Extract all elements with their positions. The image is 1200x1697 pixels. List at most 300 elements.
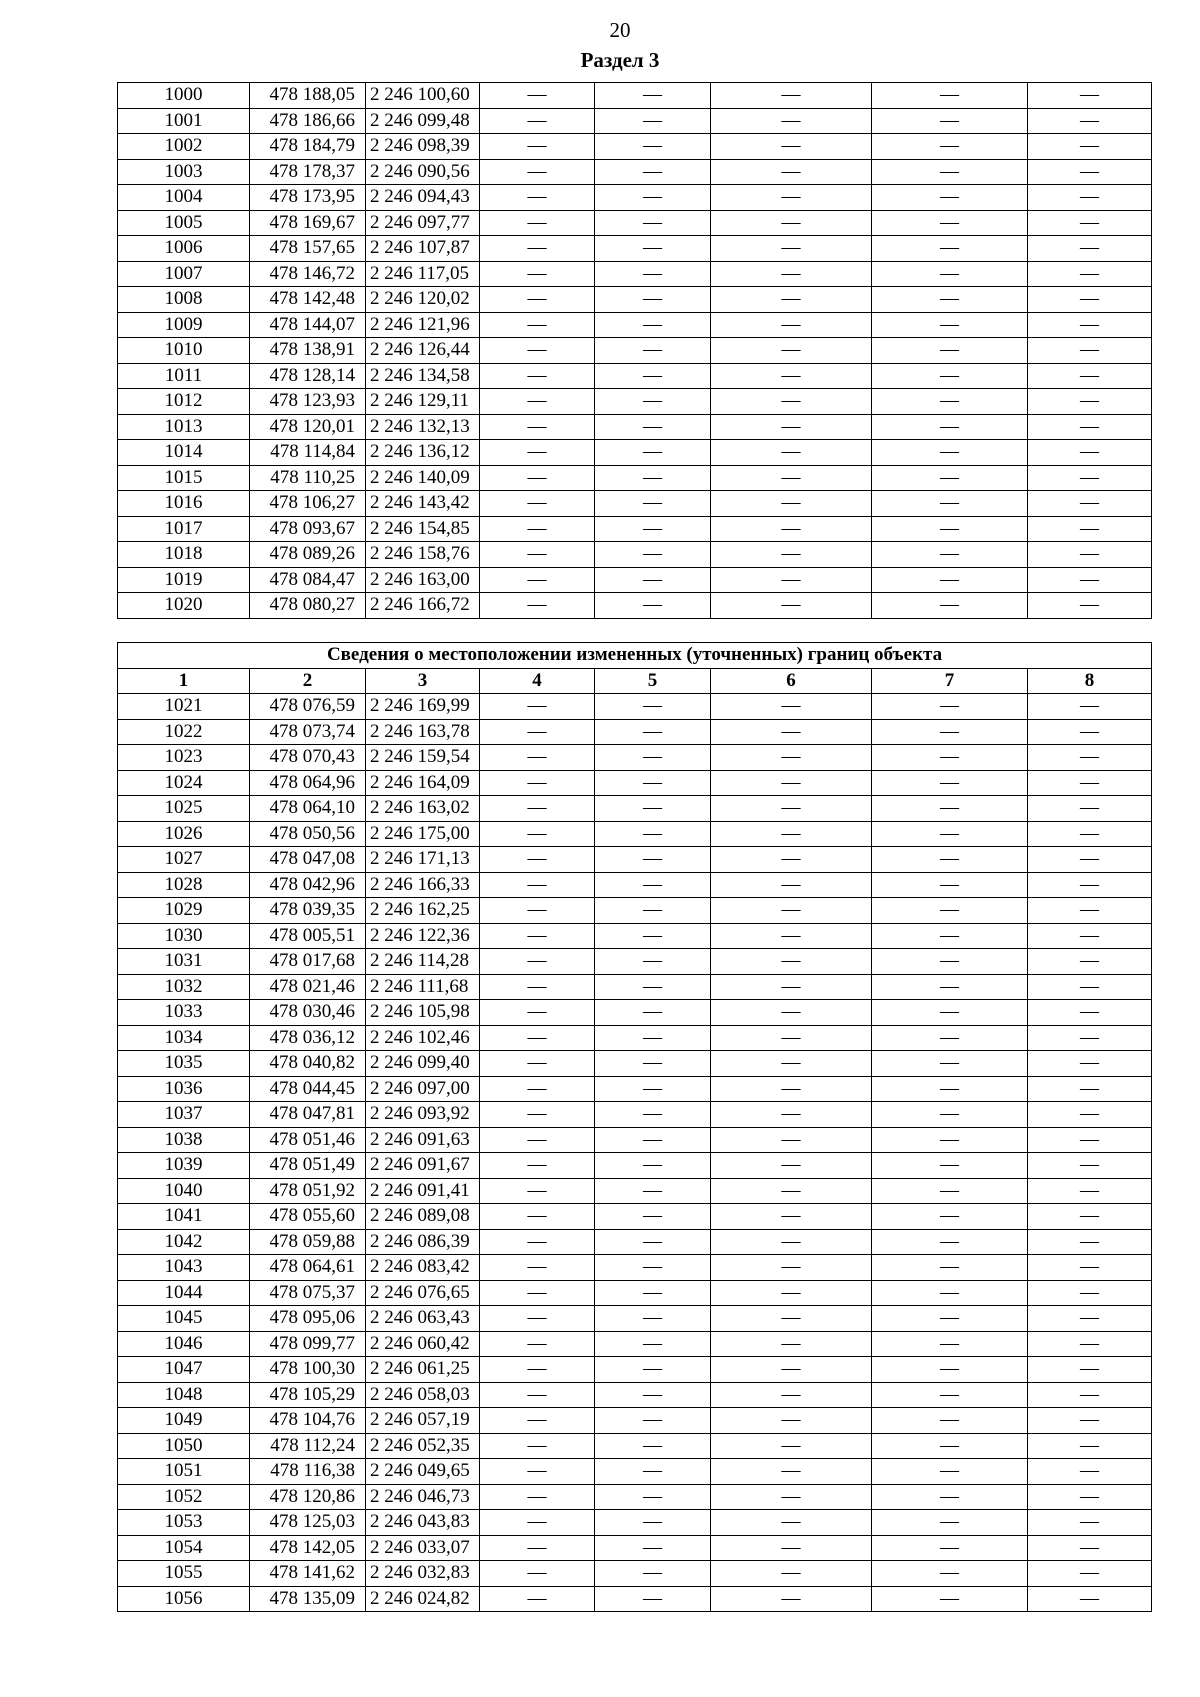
col6-cell: — — [711, 338, 872, 364]
table-row — [118, 134, 1152, 160]
col7-cell: — — [872, 159, 1028, 185]
column-header: 2 — [250, 668, 366, 694]
col4-cell: — — [480, 770, 595, 796]
col4-cell: — — [480, 1025, 595, 1051]
y-coordinate-cell: 2 246 083,42 — [366, 1255, 480, 1281]
col4-cell: — — [480, 465, 595, 491]
point-number-cell: 1031 — [118, 949, 250, 975]
col6-cell: — — [711, 108, 872, 134]
x-coordinate-cell: 478 123,93 — [250, 389, 366, 415]
col4-cell: — — [480, 516, 595, 542]
col7-cell: — — [872, 1459, 1028, 1485]
y-coordinate-cell: 2 246 063,43 — [366, 1306, 480, 1332]
table-row — [118, 1051, 1152, 1077]
x-coordinate-cell: 478 030,46 — [250, 1000, 366, 1026]
col6-cell: — — [711, 363, 872, 389]
col7-cell: — — [872, 593, 1028, 619]
point-number-cell: 1000 — [118, 83, 250, 109]
col7-cell: — — [872, 261, 1028, 287]
col8-cell: — — [1028, 1561, 1152, 1587]
col7-cell: — — [872, 83, 1028, 109]
col8-cell: — — [1028, 236, 1152, 262]
col6-cell: — — [711, 210, 872, 236]
point-number-cell: 1050 — [118, 1433, 250, 1459]
x-coordinate-cell: 478 125,03 — [250, 1510, 366, 1536]
col6-cell: — — [711, 134, 872, 160]
col5-cell: — — [595, 1051, 711, 1077]
col5-cell: — — [595, 1331, 711, 1357]
col4-cell: — — [480, 821, 595, 847]
table-row — [118, 1484, 1152, 1510]
col7-cell: — — [872, 821, 1028, 847]
col4-cell: — — [480, 1000, 595, 1026]
col8-cell: — — [1028, 542, 1152, 568]
col8-cell: — — [1028, 465, 1152, 491]
y-coordinate-cell: 2 246 057,19 — [366, 1408, 480, 1434]
y-coordinate-cell: 2 246 024,82 — [366, 1586, 480, 1612]
table-row — [118, 719, 1152, 745]
col6-cell: — — [711, 1331, 872, 1357]
col7-cell: — — [872, 1561, 1028, 1587]
col6-cell: — — [711, 1076, 872, 1102]
table-row — [118, 1076, 1152, 1102]
x-coordinate-cell: 478 138,91 — [250, 338, 366, 364]
table-row — [118, 847, 1152, 873]
col7-cell: — — [872, 236, 1028, 262]
col8-cell: — — [1028, 312, 1152, 338]
col4-cell: — — [480, 1357, 595, 1383]
x-coordinate-cell: 478 146,72 — [250, 261, 366, 287]
col4-cell: — — [480, 1204, 595, 1230]
col7-cell: — — [872, 1000, 1028, 1026]
y-coordinate-cell: 2 246 032,83 — [366, 1561, 480, 1587]
point-number-cell: 1009 — [118, 312, 250, 338]
col8-cell: — — [1028, 1178, 1152, 1204]
col4-cell: — — [480, 1280, 595, 1306]
col7-cell: — — [872, 1255, 1028, 1281]
point-number-cell: 1029 — [118, 898, 250, 924]
point-number-cell: 1056 — [118, 1586, 250, 1612]
col6-cell: — — [711, 1204, 872, 1230]
col5-cell: — — [595, 745, 711, 771]
col7-cell: — — [872, 287, 1028, 313]
table-row — [118, 1433, 1152, 1459]
col8-cell: — — [1028, 796, 1152, 822]
col5-cell: — — [595, 542, 711, 568]
col4-cell: — — [480, 847, 595, 873]
col8-cell: — — [1028, 516, 1152, 542]
col5-cell: — — [595, 694, 711, 720]
col7-cell: — — [872, 1076, 1028, 1102]
table-title: Сведения о местоположении измененных (уточненных) границ объекта — [118, 643, 1152, 669]
point-number-cell: 1039 — [118, 1153, 250, 1179]
col6-cell: — — [711, 1408, 872, 1434]
x-coordinate-cell: 478 064,10 — [250, 796, 366, 822]
col7-cell: — — [872, 1025, 1028, 1051]
x-coordinate-cell: 478 144,07 — [250, 312, 366, 338]
point-number-cell: 1049 — [118, 1408, 250, 1434]
col4-cell: — — [480, 1484, 595, 1510]
col8-cell: — — [1028, 770, 1152, 796]
col8-cell: — — [1028, 898, 1152, 924]
col8-cell: — — [1028, 1306, 1152, 1332]
col4-cell: — — [480, 363, 595, 389]
col5-cell: — — [595, 949, 711, 975]
point-number-cell: 1008 — [118, 287, 250, 313]
col5-cell: — — [595, 1025, 711, 1051]
col8-cell: — — [1028, 974, 1152, 1000]
y-coordinate-cell: 2 246 136,12 — [366, 440, 480, 466]
col7-cell: — — [872, 949, 1028, 975]
y-coordinate-cell: 2 246 140,09 — [366, 465, 480, 491]
col4-cell: — — [480, 1102, 595, 1128]
col6-cell: — — [711, 821, 872, 847]
y-coordinate-cell: 2 246 102,46 — [366, 1025, 480, 1051]
col8-cell: — — [1028, 1586, 1152, 1612]
col7-cell: — — [872, 185, 1028, 211]
col6-cell: — — [711, 1127, 872, 1153]
col8-cell: — — [1028, 1408, 1152, 1434]
y-coordinate-cell: 2 246 098,39 — [366, 134, 480, 160]
col6-cell: — — [711, 1382, 872, 1408]
table-row — [118, 694, 1152, 720]
x-coordinate-cell: 478 100,30 — [250, 1357, 366, 1383]
col7-cell: — — [872, 1102, 1028, 1128]
y-coordinate-cell: 2 246 111,68 — [366, 974, 480, 1000]
col7-cell: — — [872, 338, 1028, 364]
x-coordinate-cell: 478 042,96 — [250, 872, 366, 898]
col4-cell: — — [480, 1255, 595, 1281]
point-number-cell: 1003 — [118, 159, 250, 185]
y-coordinate-cell: 2 246 091,63 — [366, 1127, 480, 1153]
col5-cell: — — [595, 1127, 711, 1153]
x-coordinate-cell: 478 105,29 — [250, 1382, 366, 1408]
col4-cell: — — [480, 1153, 595, 1179]
x-coordinate-cell: 478 040,82 — [250, 1051, 366, 1077]
column-header: 6 — [711, 668, 872, 694]
col7-cell: — — [872, 1051, 1028, 1077]
col8-cell: — — [1028, 1535, 1152, 1561]
point-number-cell: 1023 — [118, 745, 250, 771]
col5-cell: — — [595, 312, 711, 338]
col8-cell: — — [1028, 694, 1152, 720]
col6-cell: — — [711, 1459, 872, 1485]
y-coordinate-cell: 2 246 129,11 — [366, 389, 480, 415]
y-coordinate-cell: 2 246 107,87 — [366, 236, 480, 262]
point-number-cell: 1002 — [118, 134, 250, 160]
col6-cell: — — [711, 1178, 872, 1204]
col7-cell: — — [872, 312, 1028, 338]
table-row — [118, 108, 1152, 134]
col5-cell: — — [595, 338, 711, 364]
col4-cell: — — [480, 1076, 595, 1102]
col4-cell: — — [480, 1178, 595, 1204]
col7-cell: — — [872, 542, 1028, 568]
col5-cell: — — [595, 1178, 711, 1204]
col6-cell: — — [711, 312, 872, 338]
col4-cell: — — [480, 83, 595, 109]
col4-cell: — — [480, 134, 595, 160]
table-row — [118, 593, 1152, 619]
col8-cell: — — [1028, 1433, 1152, 1459]
x-coordinate-cell: 478 110,25 — [250, 465, 366, 491]
col4-cell: — — [480, 1382, 595, 1408]
col4-cell: — — [480, 1331, 595, 1357]
col5-cell: — — [595, 108, 711, 134]
x-coordinate-cell: 478 135,09 — [250, 1586, 366, 1612]
table-row — [118, 974, 1152, 1000]
table-row — [118, 923, 1152, 949]
y-coordinate-cell: 2 246 163,02 — [366, 796, 480, 822]
point-number-cell: 1012 — [118, 389, 250, 415]
col4-cell: — — [480, 159, 595, 185]
col4-cell: — — [480, 719, 595, 745]
col6-cell: — — [711, 236, 872, 262]
col8-cell: — — [1028, 440, 1152, 466]
table-row — [118, 1255, 1152, 1281]
point-number-cell: 1027 — [118, 847, 250, 873]
col6-cell: — — [711, 745, 872, 771]
col5-cell: — — [595, 185, 711, 211]
col5-cell: — — [595, 898, 711, 924]
changed-boundaries-table — [117, 642, 1152, 1612]
col6-cell: — — [711, 770, 872, 796]
column-header: 3 — [366, 668, 480, 694]
column-header: 4 — [480, 668, 595, 694]
point-number-cell: 1026 — [118, 821, 250, 847]
point-number-cell: 1019 — [118, 567, 250, 593]
col5-cell: — — [595, 1484, 711, 1510]
point-number-cell: 1055 — [118, 1561, 250, 1587]
col7-cell: — — [872, 440, 1028, 466]
table-row — [118, 1000, 1152, 1026]
table-row — [118, 210, 1152, 236]
col7-cell: — — [872, 898, 1028, 924]
col8-cell: — — [1028, 1331, 1152, 1357]
col4-cell: — — [480, 974, 595, 1000]
col6-cell: — — [711, 974, 872, 1000]
col8-cell: — — [1028, 287, 1152, 313]
col4-cell: — — [480, 567, 595, 593]
col7-cell: — — [872, 567, 1028, 593]
col4-cell: — — [480, 210, 595, 236]
col7-cell: — — [872, 389, 1028, 415]
table-row — [118, 338, 1152, 364]
col5-cell: — — [595, 1280, 711, 1306]
col8-cell: — — [1028, 134, 1152, 160]
col5-cell: — — [595, 1255, 711, 1281]
y-coordinate-cell: 2 246 094,43 — [366, 185, 480, 211]
y-coordinate-cell: 2 246 086,39 — [366, 1229, 480, 1255]
col6-cell: — — [711, 898, 872, 924]
point-number-cell: 1025 — [118, 796, 250, 822]
point-number-cell: 1005 — [118, 210, 250, 236]
col5-cell: — — [595, 1408, 711, 1434]
col5-cell: — — [595, 796, 711, 822]
col5-cell: — — [595, 1561, 711, 1587]
col7-cell: — — [872, 694, 1028, 720]
col5-cell: — — [595, 1535, 711, 1561]
col6-cell: — — [711, 1433, 872, 1459]
x-coordinate-cell: 478 157,65 — [250, 236, 366, 262]
x-coordinate-cell: 478 184,79 — [250, 134, 366, 160]
col6-cell: — — [711, 542, 872, 568]
x-coordinate-cell: 478 142,48 — [250, 287, 366, 313]
col5-cell: — — [595, 83, 711, 109]
point-number-cell: 1044 — [118, 1280, 250, 1306]
col5-cell: — — [595, 1306, 711, 1332]
col7-cell: — — [872, 1382, 1028, 1408]
x-coordinate-cell: 478 106,27 — [250, 491, 366, 517]
col6-cell: — — [711, 1229, 872, 1255]
x-coordinate-cell: 478 093,67 — [250, 516, 366, 542]
col8-cell: — — [1028, 949, 1152, 975]
col7-cell: — — [872, 1229, 1028, 1255]
col4-cell: — — [480, 745, 595, 771]
col8-cell: — — [1028, 1280, 1152, 1306]
table-row — [118, 745, 1152, 771]
col7-cell: — — [872, 872, 1028, 898]
col8-cell: — — [1028, 923, 1152, 949]
point-number-cell: 1014 — [118, 440, 250, 466]
x-coordinate-cell: 478 021,46 — [250, 974, 366, 1000]
col4-cell: — — [480, 796, 595, 822]
y-coordinate-cell: 2 246 134,58 — [366, 363, 480, 389]
x-coordinate-cell: 478 064,61 — [250, 1255, 366, 1281]
col4-cell: — — [480, 1051, 595, 1077]
col5-cell: — — [595, 159, 711, 185]
col5-cell: — — [595, 593, 711, 619]
y-coordinate-cell: 2 246 126,44 — [366, 338, 480, 364]
table-row — [118, 312, 1152, 338]
col4-cell: — — [480, 338, 595, 364]
col7-cell: — — [872, 1535, 1028, 1561]
col8-cell: — — [1028, 491, 1152, 517]
y-coordinate-cell: 2 246 122,36 — [366, 923, 480, 949]
x-coordinate-cell: 478 055,60 — [250, 1204, 366, 1230]
col5-cell: — — [595, 1000, 711, 1026]
col5-cell: — — [595, 236, 711, 262]
col7-cell: — — [872, 491, 1028, 517]
col8-cell: — — [1028, 872, 1152, 898]
x-coordinate-cell: 478 080,27 — [250, 593, 366, 619]
col8-cell: — — [1028, 1255, 1152, 1281]
point-number-cell: 1037 — [118, 1102, 250, 1128]
y-coordinate-cell: 2 246 169,99 — [366, 694, 480, 720]
col6-cell: — — [711, 593, 872, 619]
col5-cell: — — [595, 465, 711, 491]
point-number-cell: 1015 — [118, 465, 250, 491]
y-coordinate-cell: 2 246 163,00 — [366, 567, 480, 593]
y-coordinate-cell: 2 246 166,33 — [366, 872, 480, 898]
x-coordinate-cell: 478 104,76 — [250, 1408, 366, 1434]
y-coordinate-cell: 2 246 060,42 — [366, 1331, 480, 1357]
point-number-cell: 1051 — [118, 1459, 250, 1485]
col5-cell: — — [595, 516, 711, 542]
table-row — [118, 261, 1152, 287]
col5-cell: — — [595, 567, 711, 593]
point-number-cell: 1017 — [118, 516, 250, 542]
x-coordinate-cell: 478 070,43 — [250, 745, 366, 771]
col8-cell: — — [1028, 567, 1152, 593]
col5-cell: — — [595, 1459, 711, 1485]
col8-cell: — — [1028, 363, 1152, 389]
col5-cell: — — [595, 974, 711, 1000]
col7-cell: — — [872, 516, 1028, 542]
col6-cell: — — [711, 1255, 872, 1281]
col4-cell: — — [480, 694, 595, 720]
col6-cell: — — [711, 516, 872, 542]
table-row — [118, 1382, 1152, 1408]
col8-cell: — — [1028, 1076, 1152, 1102]
point-number-cell: 1045 — [118, 1306, 250, 1332]
point-number-cell: 1047 — [118, 1357, 250, 1383]
col4-cell: — — [480, 108, 595, 134]
col5-cell: — — [595, 389, 711, 415]
col8-cell: — — [1028, 261, 1152, 287]
col5-cell: — — [595, 1433, 711, 1459]
y-coordinate-cell: 2 246 089,08 — [366, 1204, 480, 1230]
column-header: 1 — [118, 668, 250, 694]
x-coordinate-cell: 478 064,96 — [250, 770, 366, 796]
col5-cell: — — [595, 134, 711, 160]
col5-cell: — — [595, 1382, 711, 1408]
point-number-cell: 1035 — [118, 1051, 250, 1077]
y-coordinate-cell: 2 246 099,48 — [366, 108, 480, 134]
col8-cell: — — [1028, 1484, 1152, 1510]
point-number-cell: 1006 — [118, 236, 250, 262]
col4-cell: — — [480, 1306, 595, 1332]
col6-cell: — — [711, 847, 872, 873]
col6-cell: — — [711, 1510, 872, 1536]
col7-cell: — — [872, 134, 1028, 160]
x-coordinate-cell: 478 099,77 — [250, 1331, 366, 1357]
col7-cell: — — [872, 1484, 1028, 1510]
col4-cell: — — [480, 440, 595, 466]
col4-cell: — — [480, 1535, 595, 1561]
point-number-cell: 1038 — [118, 1127, 250, 1153]
col8-cell: — — [1028, 821, 1152, 847]
x-coordinate-cell: 478 173,95 — [250, 185, 366, 211]
col7-cell: — — [872, 796, 1028, 822]
x-coordinate-cell: 478 188,05 — [250, 83, 366, 109]
point-number-cell: 1032 — [118, 974, 250, 1000]
y-coordinate-cell: 2 246 159,54 — [366, 745, 480, 771]
col6-cell: — — [711, 1484, 872, 1510]
col5-cell: — — [595, 210, 711, 236]
table-row — [118, 83, 1152, 109]
col7-cell: — — [872, 1204, 1028, 1230]
y-coordinate-cell: 2 246 105,98 — [366, 1000, 480, 1026]
col6-cell: — — [711, 1280, 872, 1306]
col7-cell: — — [872, 363, 1028, 389]
col7-cell: — — [872, 465, 1028, 491]
col7-cell: — — [872, 1153, 1028, 1179]
col5-cell: — — [595, 847, 711, 873]
col8-cell: — — [1028, 1459, 1152, 1485]
col6-cell: — — [711, 1535, 872, 1561]
col5-cell: — — [595, 491, 711, 517]
col8-cell: — — [1028, 414, 1152, 440]
y-coordinate-cell: 2 246 052,35 — [366, 1433, 480, 1459]
col8-cell: — — [1028, 1127, 1152, 1153]
x-coordinate-cell: 478 169,67 — [250, 210, 366, 236]
col4-cell: — — [480, 1433, 595, 1459]
y-coordinate-cell: 2 246 099,40 — [366, 1051, 480, 1077]
table-row — [118, 287, 1152, 313]
point-number-cell: 1036 — [118, 1076, 250, 1102]
point-number-cell: 1022 — [118, 719, 250, 745]
